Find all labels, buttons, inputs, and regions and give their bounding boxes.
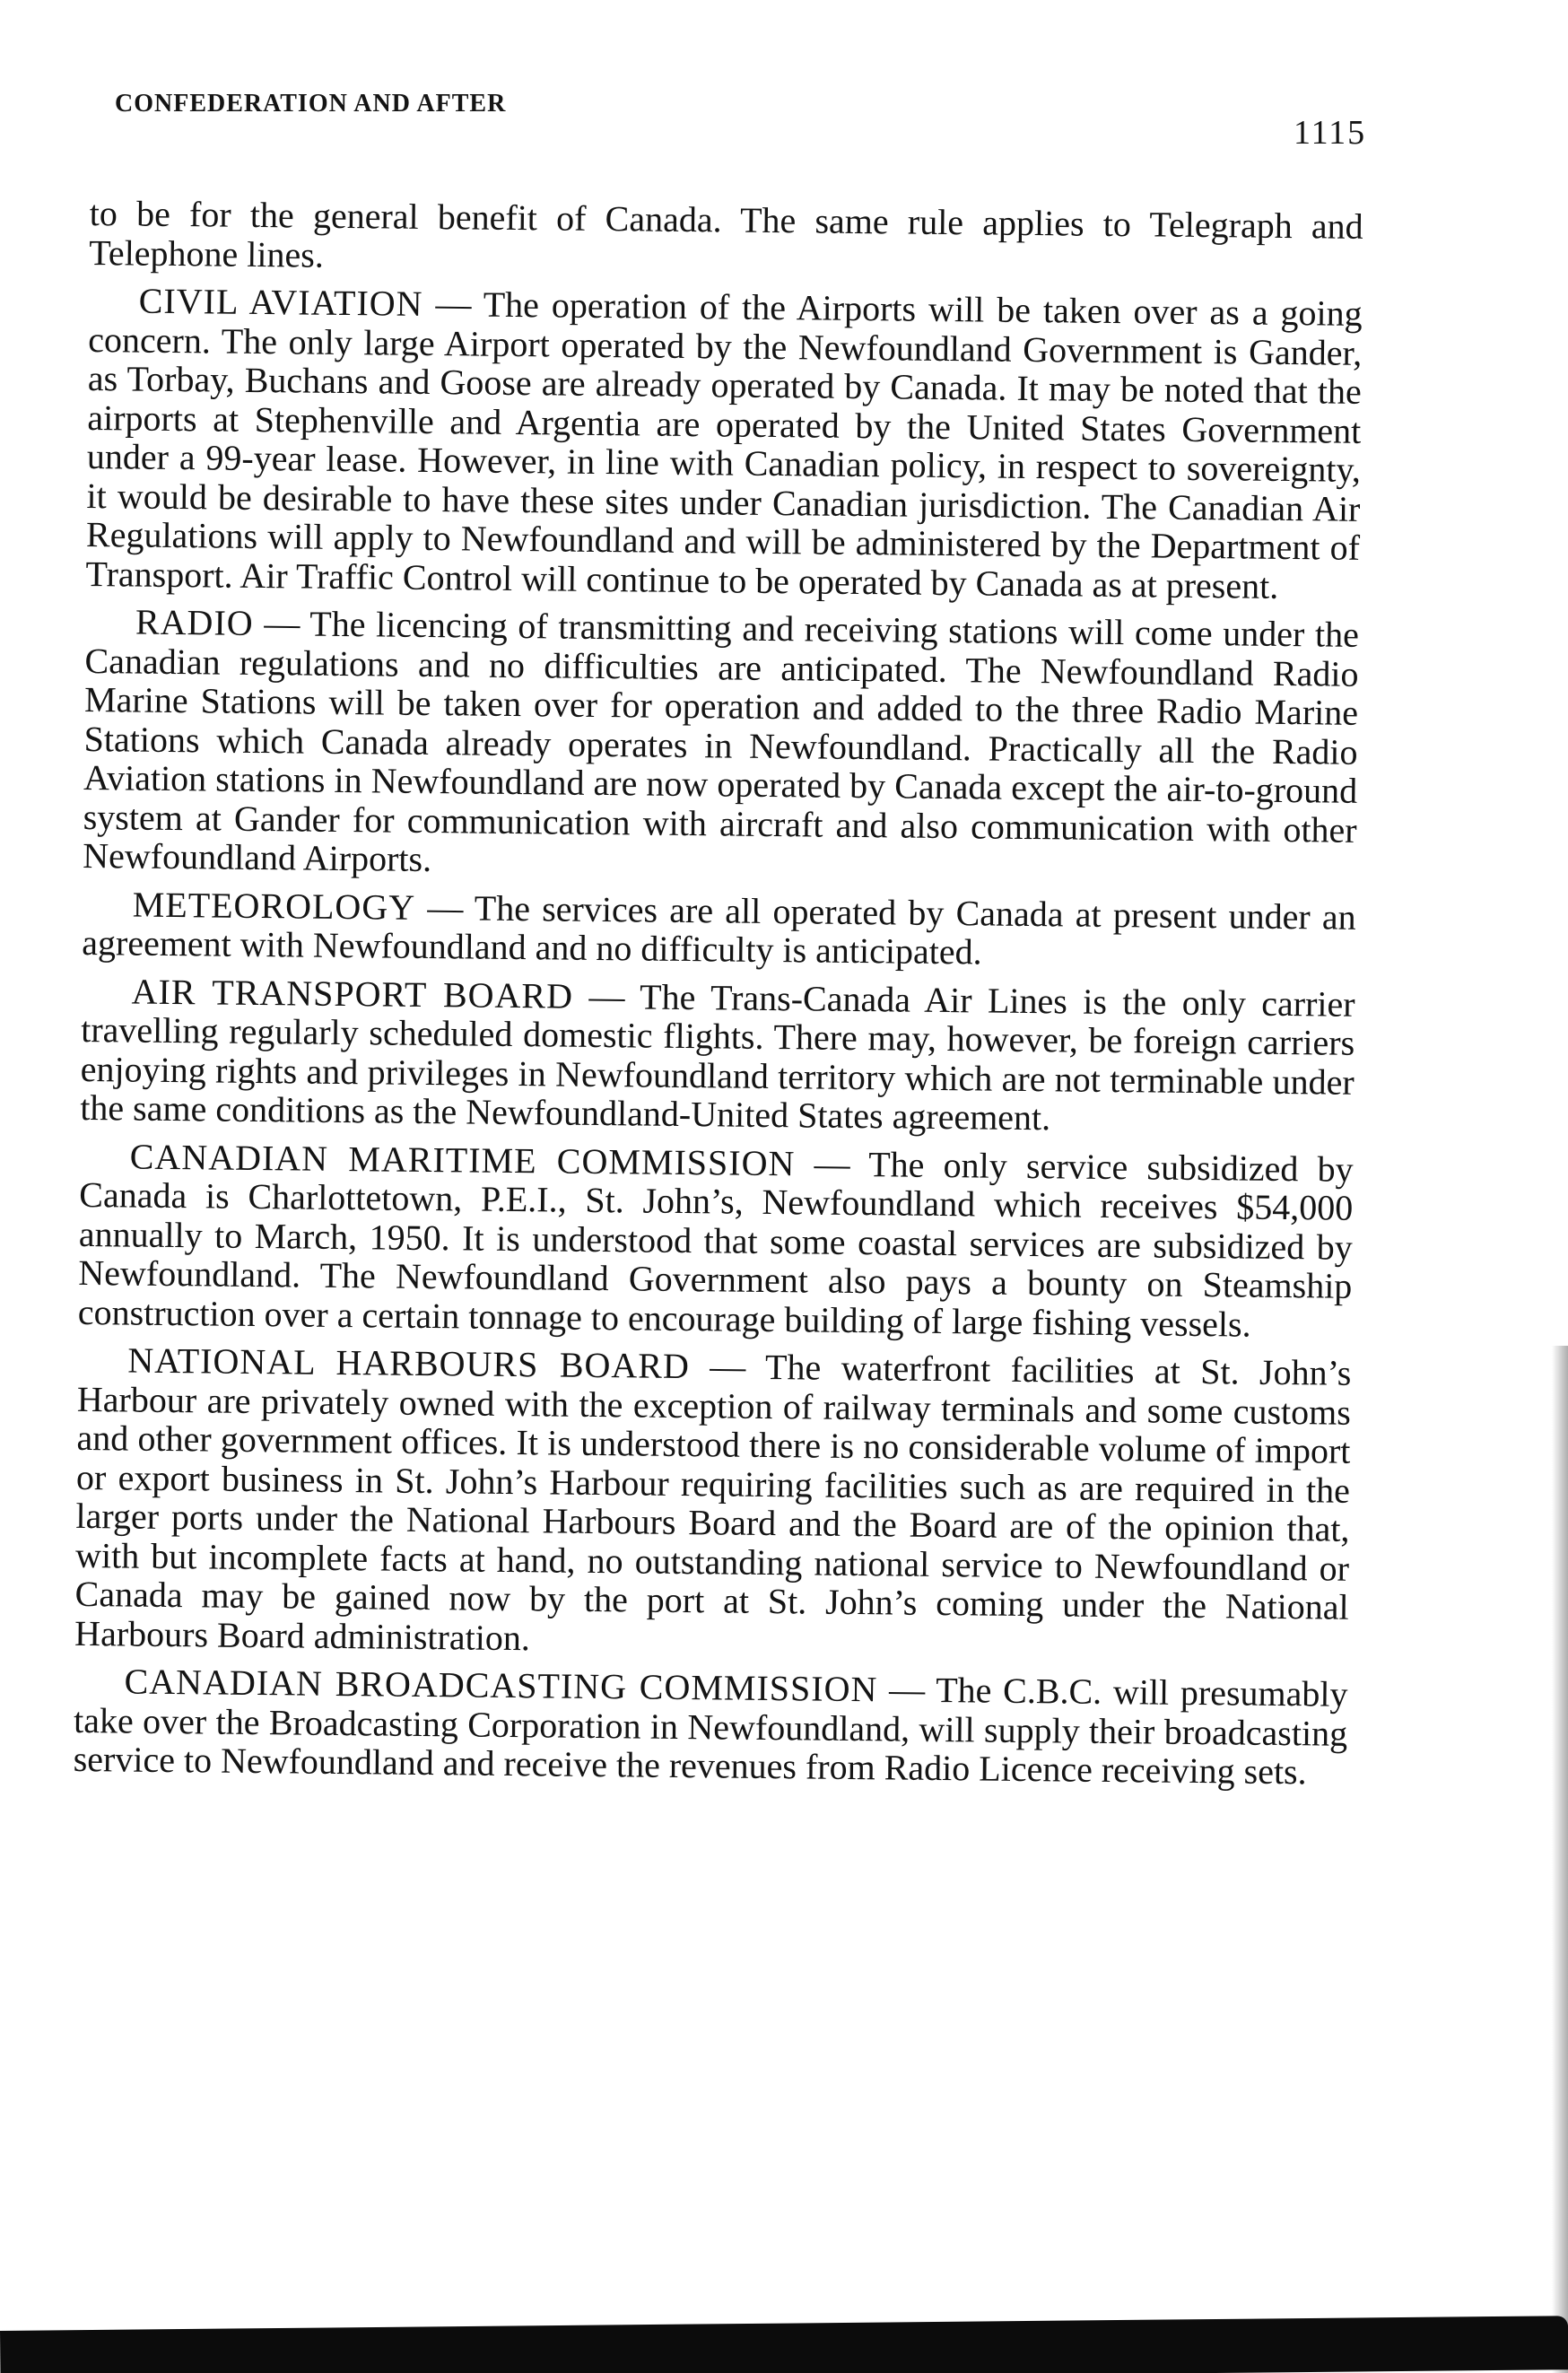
scan-edge-border	[0, 2316, 1568, 2373]
section-air-transport-board	[80, 971, 1355, 1140]
body-text	[74, 194, 1363, 1792]
paragraph-text: — The C.B.C. will presumably take over the Broadcasting Corporation in Newfoundland, will supply their broadcasting service to Newfoundland and receive the revenues from Radio Licence receiving sets.	[73, 1669, 1348, 1793]
section-national-harbours-board	[74, 1340, 1352, 1666]
paragraph-text: — The services are all operated by Canada at present under an agreement with Newfoundland and no difficulty is anticipated.	[82, 886, 1356, 973]
scan-edge-shadow	[1552, 1346, 1568, 2373]
paragraph-text: to be for the general benefit of Canada. The same rule applies to Telegraph and Telephone lines.	[89, 193, 1363, 275]
section-heading: RADIO	[135, 601, 254, 643]
section-canadian-broadcasting-commission	[74, 1662, 1348, 1792]
section-canadian-maritime-commission	[78, 1136, 1354, 1344]
section-heading: CIVIL AVIATION	[138, 280, 423, 324]
section-heading: CANADIAN BROADCASTING COMMISSION	[124, 1661, 878, 1710]
section-radio	[83, 602, 1359, 888]
paragraph-text: — The waterfront facilities at St. John’s Harbour are privately owned with the exception of railway terminals and some customs and other government offices. It is understood there is no considerable volume of import or export business in St. John’s Harbour requiring facilities such as are required in the larger ports under the National Harbours Board and the Board are of the opinion that, with but incomplete facts at hand, no outstanding national service to Newfoundland or Canada may be gained now by the port at St. John’s coming under the National Harbours Board administration.	[74, 1346, 1352, 1658]
section-heading: CANADIAN MARITIME COMMISSION	[129, 1136, 796, 1183]
paragraph-continuation	[89, 194, 1363, 285]
paragraph-text: — The Trans-Canada Air Lines is the only carrier travelling regularly scheduled domestic flights. There may, however, be foreign carriers enjoying rights and privileges in Newfoundland territory which are not terminable under the same conditions as the Newfoundland-United States agreement.	[80, 975, 1355, 1139]
paragraph-text: — The only service subsidized by Canada is Charlottetown, P.E.I., St. John’s, Newfoundland which receives $54,000 annually to March, 1950. It is understood that some coastal services are subsidized by Newfoundland. The Newfoundland Government also pays a bounty on Steamship construction over a certain tonnage to encourage building of large fishing vessels.	[77, 1142, 1354, 1345]
section-heading: METEOROLOGY	[132, 884, 416, 928]
section-meteorology	[82, 884, 1356, 975]
section-heading: AIR TRANSPORT BOARD	[131, 971, 574, 1016]
section-civil-aviation	[85, 281, 1363, 606]
running-head: CONFEDERATION AND AFTER	[115, 90, 507, 118]
paragraph-text: — The licencing of transmitting and receiving stations will come under the Canadian regulations and no difficulties are anticipated. The Newfoundland Radio Marine Stations will be taken over for operation and added to the three Radio Marine Stations which Canada already operates in Newfoundland. Practically all the Radio Aviation stations in Newfoundland are now operated by Canada except the air-to-ground system at Gander for communication with aircraft and also communication with other Newfoundland Airports.	[83, 602, 1360, 880]
page-number: 1115	[1294, 114, 1367, 152]
paragraph-text: — The operation of the Airports will be taken over as a going concern. The only large Airport operated by the Newfoundland Government is Gander, as Torbay, Buchans and Goose are already operated by Canada. It may be noted that the airports at Stephenville and Argentia are operated by the United States Government under a 99-year lease. However, in line with Canadian policy, in respect to sovereignty, it would be desirable to have these sites under Canadian jurisdiction. The Canadian Air Regulations will apply to Newfoundland and will be administered by the Department of Transport. Air Traffic Control will continue to be operated by Canada as at present.	[85, 283, 1363, 606]
section-heading: NATIONAL HARBOURS BOARD	[127, 1339, 691, 1387]
